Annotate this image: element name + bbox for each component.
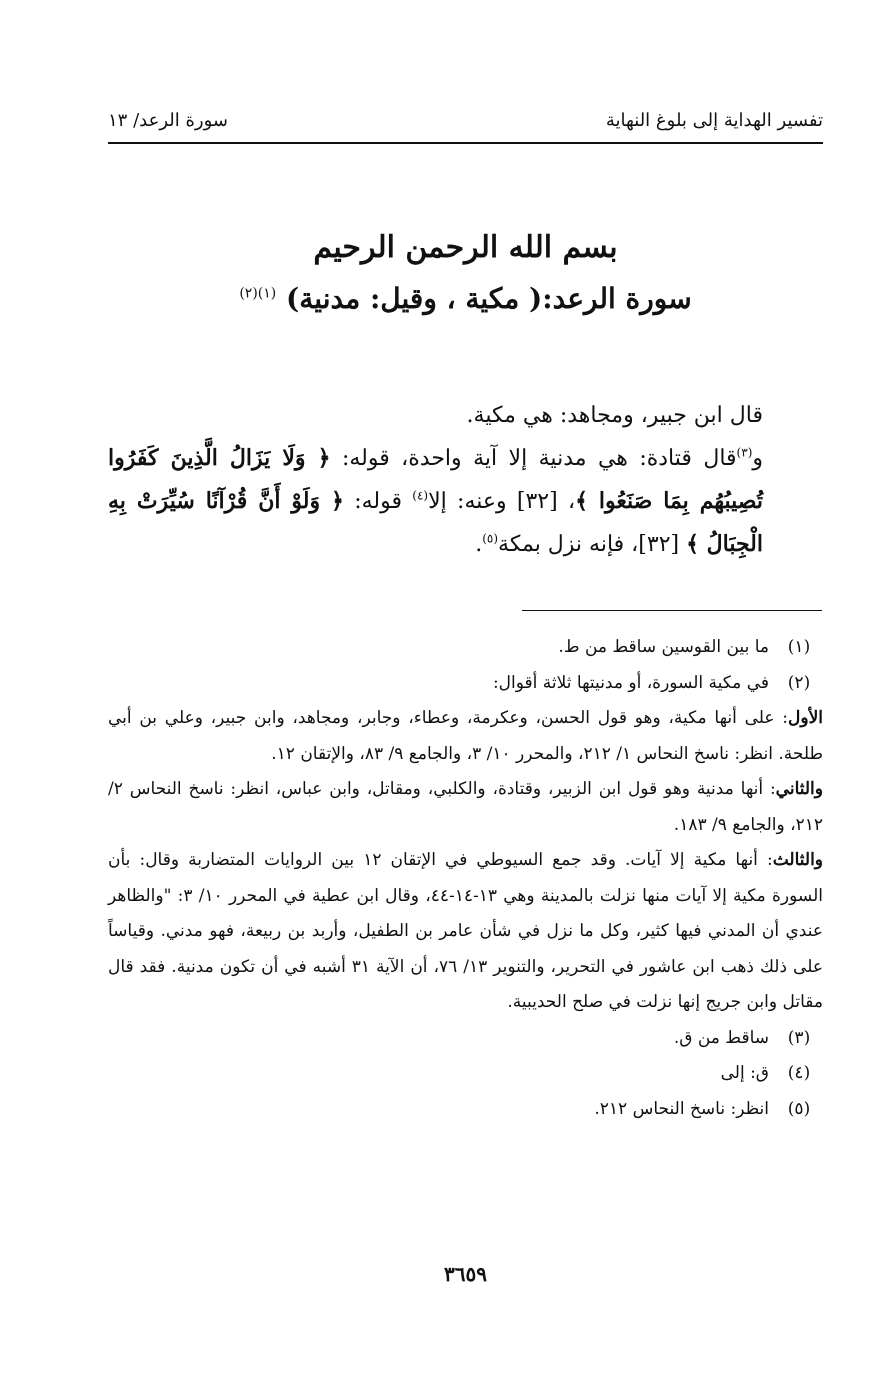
footnote-marker-5[interactable]: (٥) bbox=[482, 531, 499, 546]
paragraph-1: قال ابن جبير، ومجاهد: هي مكية. bbox=[466, 403, 763, 428]
paragraph-2-part-a: قال قتادة: هي مدنية إلا آية واحدة، قوله: bbox=[330, 446, 737, 471]
paragraph-2-part-c: قوله: bbox=[343, 489, 413, 514]
paragraph-2-prefix: و bbox=[752, 446, 763, 471]
paragraph-lead: والثاني bbox=[775, 779, 823, 799]
surah-heading-text: سورة الرعد:( مكية ، وقيل: مدنية) bbox=[286, 282, 692, 315]
paragraph-body: : أنها مدنية وهو قول ابن الزبير، وقتادة، والكلبي، ومقاتل، وابن عباس، انظر: ناسخ النحاس ٢/ ٢١٢، والجامع ٩/ ١٨٣. bbox=[108, 779, 823, 835]
paragraph-2-end: . bbox=[475, 532, 483, 557]
paragraph-body: : أنها مكية إلا آيات. وقد جمع السيوطي في الإتقان ١٢ بين الروايات المتضاربة وقال: بأن السورة مكية إلا آيات منها نزلت بالمدينة وهي ١٣-١٤-٤٤، وقال ابن عطية في المحرر ١٠/ ٣: "والظاهر عندي أن المدني فيها كثير، وكل ما نزل في شأن عامر بن الطفيل، وأربد بن ربيعة، فهو مدني. وقياساً على ذلك ذهب ابن عاشور في التحرير، والتنوير ١٣/ ٧٦، أن الآية ٣١ أشبه في أن تكون مدنية. فقد قال مقاتل وابن جريج إنها نزلت في صلح الحديبية. bbox=[108, 850, 823, 1012]
footnote-2-paragraph-2 bbox=[108, 772, 823, 843]
paragraph-2-part-d: [٣٢]، فإنه نزل بمكة bbox=[498, 532, 687, 557]
footnote-marker-4[interactable]: (٤) bbox=[412, 488, 429, 503]
surah-heading-footnote-markers: (١)(٢) bbox=[239, 285, 277, 302]
main-text bbox=[108, 395, 823, 566]
paragraph-2 bbox=[108, 437, 823, 566]
paragraph-2-part-b: ، [٣٢] وعنه: إلا bbox=[428, 489, 576, 514]
footnote-2 bbox=[108, 666, 823, 702]
basmala: بسم الله الرحمن الرحيم bbox=[313, 230, 618, 265]
footnote-2-paragraph-3 bbox=[108, 843, 823, 1021]
quran-verse-1: ﴿ وَلَا يَزَالُ الَّذِينَ كَفَرُوا تُصِيبُهُم بِمَا صَنَعُوا ﴾ bbox=[108, 445, 763, 514]
surah-heading bbox=[108, 282, 823, 315]
footnote-separator bbox=[522, 610, 822, 611]
footnote-number: (٢) bbox=[787, 672, 811, 693]
footnotes bbox=[108, 630, 823, 1127]
quran-verse-2: ﴿ وَلَوْ أَنَّ قُرْآنًا سُيِّرَتْ بِهِ الْجِبَالُ ﴾ bbox=[108, 488, 763, 557]
footnote-3 bbox=[108, 1021, 823, 1057]
paragraph-lead: والثالث bbox=[772, 850, 824, 870]
footnote-text: ما بين القوسين ساقط من ط. bbox=[558, 637, 769, 657]
paragraph-body: : على أنها مكية، وهو قول الحسن، وعكرمة، وعطاء، وجابر، ومجاهد، وابن جبير، وعلي بن أبي طلحة. انظر: ناسخ النحاس ١/ ٢١٢، والمحرر ١٠/ ٣، والجامع ٩/ ٨٣، والإتقان ١٢. bbox=[108, 708, 823, 764]
footnote-text: ساقط من ق. bbox=[673, 1027, 769, 1048]
footnote-1 bbox=[108, 630, 823, 666]
page-number: ٣٦٥٩ bbox=[444, 1262, 487, 1286]
footnote-number: (٥) bbox=[787, 1098, 811, 1119]
book-title: تفسير الهداية إلى بلوغ النهاية bbox=[605, 109, 823, 131]
footnote-text: انظر: ناسخ النحاس ٢١٢. bbox=[594, 1098, 769, 1119]
footnote-number: (١) bbox=[787, 637, 811, 657]
footnote-5 bbox=[108, 1092, 823, 1128]
footnote-number: (٤) bbox=[787, 1063, 811, 1083]
footnote-text: ق: إلى bbox=[720, 1063, 769, 1083]
footnote-4 bbox=[108, 1056, 823, 1092]
footnote-marker-3[interactable]: (٣) bbox=[736, 445, 753, 460]
footnote-text: في مكية السورة، أو مدنيتها ثلاثة أقوال: bbox=[492, 672, 769, 693]
header-rule bbox=[108, 142, 823, 144]
footnote-number: (٣) bbox=[787, 1027, 811, 1048]
running-header bbox=[108, 104, 823, 136]
paragraph-lead: الأول bbox=[788, 708, 823, 728]
footnote-2-paragraph-1 bbox=[108, 701, 823, 772]
section-title: سورة الرعد/ ١٣ bbox=[108, 109, 228, 131]
